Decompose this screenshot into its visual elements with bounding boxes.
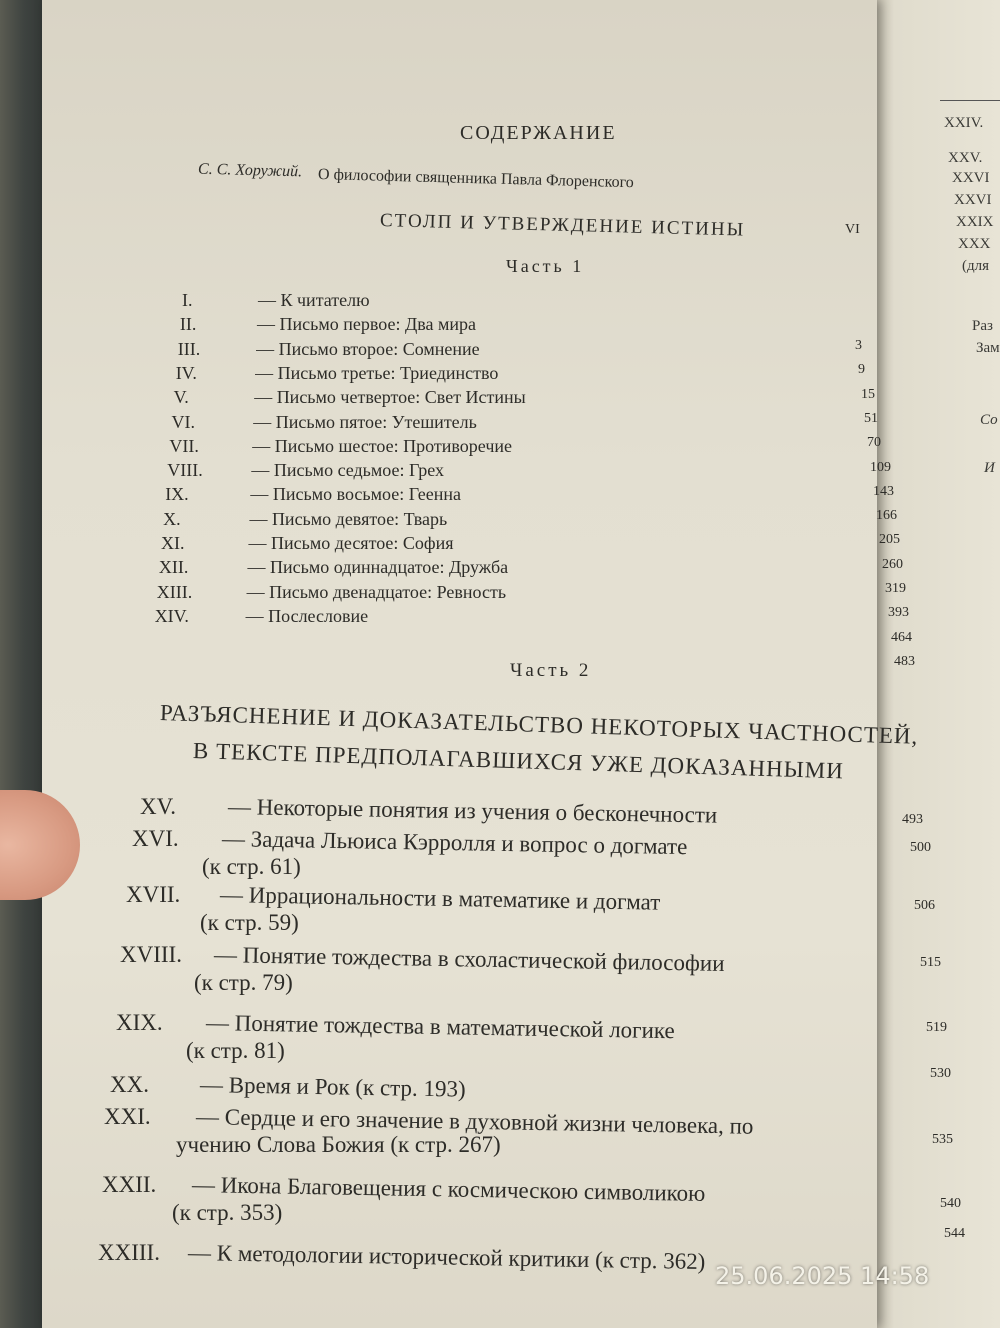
entry-title: — Письмо третье: Триединство — [255, 362, 499, 383]
intro-title: О философии священника Павла Флоренского — [317, 166, 634, 192]
entry-title: — Письмо двенадцатое: Ревность — [246, 581, 507, 602]
entry-number: VII. — [169, 435, 199, 456]
part2-title-line2: В ТЕКСТЕ ПРЕДПОЛАГАВШИХСЯ УЖЕ ДОКАЗАННЫМИ — [192, 738, 845, 784]
entry-title: — Письмо второе: Сомнение — [256, 338, 480, 359]
entry-page: 51 — [864, 410, 878, 426]
entry-number: V. — [173, 387, 189, 408]
entry-page: 493 — [902, 812, 923, 827]
entry-number: XII. — [158, 557, 189, 578]
entry-page: 9 — [858, 362, 865, 378]
entry-title: — Понятие тождества в схоластической философии — [213, 942, 725, 976]
entry-title: — Послесловие — [245, 605, 369, 626]
entry-number: XIX. — [116, 1010, 163, 1035]
entry-page: 260 — [882, 556, 903, 572]
intro-page: VI — [845, 222, 860, 237]
photo-timestamp: 25.06.2025 14:58 — [715, 1262, 930, 1290]
entry-title: — Письмо девятое: Тварь — [249, 508, 448, 529]
entry-title: — Письмо одиннадцатое: Дружба — [247, 557, 509, 578]
entry-number: XVIII. — [120, 942, 182, 967]
entry-title: — Сердце и его значение в духовной жизни человека, по — [195, 1104, 754, 1139]
entry-number: XX. — [110, 1072, 149, 1097]
entry-number: VIII. — [167, 460, 203, 481]
entry-title: — Письмо пятое: Утешитель — [253, 411, 477, 432]
entry-page: 70 — [867, 435, 881, 451]
entry-number: VI. — [171, 411, 195, 432]
facing-fragment: XXVI — [952, 170, 990, 186]
entry-title: — Письмо восьмое: Геенна — [250, 484, 462, 505]
entry-page: 143 — [873, 483, 894, 499]
entry-title: — Иррациональности в математике и догмат — [219, 882, 661, 915]
entry-page: 205 — [879, 532, 900, 548]
entry-title: — Время и Рок (к стр. 193) — [199, 1072, 466, 1102]
entry-subline: (к стр. 79) — [194, 970, 293, 995]
facing-fragment: Зам — [976, 340, 1000, 356]
entry-number: I. — [182, 290, 193, 310]
entry-page: 530 — [930, 1066, 951, 1081]
entry-page: 506 — [914, 898, 935, 913]
entry-number: XIV. — [154, 605, 189, 626]
entry-title: — Понятие тождества в математической логике — [205, 1010, 675, 1044]
entry-page: 3 — [855, 338, 862, 353]
facing-fragment: (для — [962, 258, 990, 274]
facing-fragment: Со — [980, 412, 998, 428]
entry-number: II. — [179, 314, 197, 335]
entry-subline: (к стр. 81) — [186, 1038, 285, 1063]
entry-subline: (к стр. 353) — [172, 1200, 283, 1225]
entry-page: 319 — [885, 581, 906, 596]
entry-page: 393 — [888, 605, 909, 621]
facing-fragment: XXVI — [954, 192, 992, 208]
entry-number: IV. — [175, 362, 197, 383]
entry-number: XXI. — [104, 1104, 151, 1129]
entry-number: XXII. — [102, 1172, 157, 1197]
entry-title: — Некоторые понятия из учения о бесконечности — [227, 794, 718, 828]
entry-page: 109 — [870, 459, 891, 475]
facing-page-rule — [940, 100, 1000, 101]
entry-number: IX. — [165, 484, 189, 505]
facing-fragment: Раз — [972, 318, 993, 334]
entry-page: 544 — [944, 1226, 965, 1241]
entry-title: — Письмо первое: Два мира — [257, 314, 477, 335]
entry-page: 515 — [920, 955, 941, 970]
entry-title: — Письмо четвертое: Свет Истины — [254, 387, 526, 408]
entry-page: 464 — [891, 629, 912, 645]
facing-fragment: XXX — [958, 236, 991, 252]
entry-page: 15 — [861, 386, 875, 402]
entry-title: — Письмо шестое: Противоречие — [252, 435, 512, 456]
entry-title: — К методологии исторической критики (к стр. 362) — [187, 1240, 706, 1275]
entry-page: 535 — [932, 1132, 953, 1147]
entry-number: X. — [163, 508, 181, 529]
entry-subline: учению Слова Божия (к стр. 267) — [176, 1132, 501, 1157]
entry-number: XVI. — [132, 826, 179, 851]
entry-subline: (к стр. 59) — [200, 910, 299, 935]
entry-number: XIII. — [156, 581, 193, 602]
entry-title: — К читателю — [258, 290, 370, 310]
entry-number: XV. — [140, 794, 177, 819]
entry-number: XI. — [161, 533, 185, 553]
facing-fragment: И — [984, 460, 995, 476]
book-title: СТОЛП И УТВЕРЖДЕНИЕ ИСТИНЫ — [379, 210, 746, 241]
entry-number: XXIII. — [98, 1240, 160, 1265]
entry-number: XVII. — [126, 882, 181, 907]
entry-subline: (к стр. 61) — [202, 854, 301, 879]
entry-number: III. — [177, 338, 201, 359]
entry-page: 540 — [940, 1196, 961, 1211]
entry-page: 166 — [876, 508, 897, 524]
entry-page: 519 — [926, 1020, 947, 1035]
entry-page: 483 — [894, 653, 915, 669]
intro-author: С. С. Хоружий. — [197, 160, 303, 181]
entry-title: — Икона Благовещения с космическою символикою — [191, 1172, 706, 1206]
facing-fragment: XXIX — [956, 214, 994, 230]
entry-title: — Письмо десятое: София — [248, 533, 454, 553]
part2-title-line1: РАЗЪЯСНЕНИЕ И ДОКАЗАТЕЛЬСТВО НЕКОТОРЫХ ЧАСТНОСТЕЙ, — [159, 700, 919, 749]
facing-fragment: XXIV. — [944, 115, 984, 131]
entry-title: — Задача Льюиса Кэрролля и вопрос о догмате — [221, 826, 688, 860]
part1-label: Часть 1 — [506, 256, 585, 276]
entry-title: — Письмо седьмое: Грех — [251, 460, 445, 481]
part2-label: Часть 2 — [510, 660, 592, 681]
facing-fragment: XXV. — [948, 150, 983, 166]
entry-page: 500 — [910, 840, 931, 855]
contents-title: СОДЕРЖАНИЕ — [460, 122, 617, 144]
